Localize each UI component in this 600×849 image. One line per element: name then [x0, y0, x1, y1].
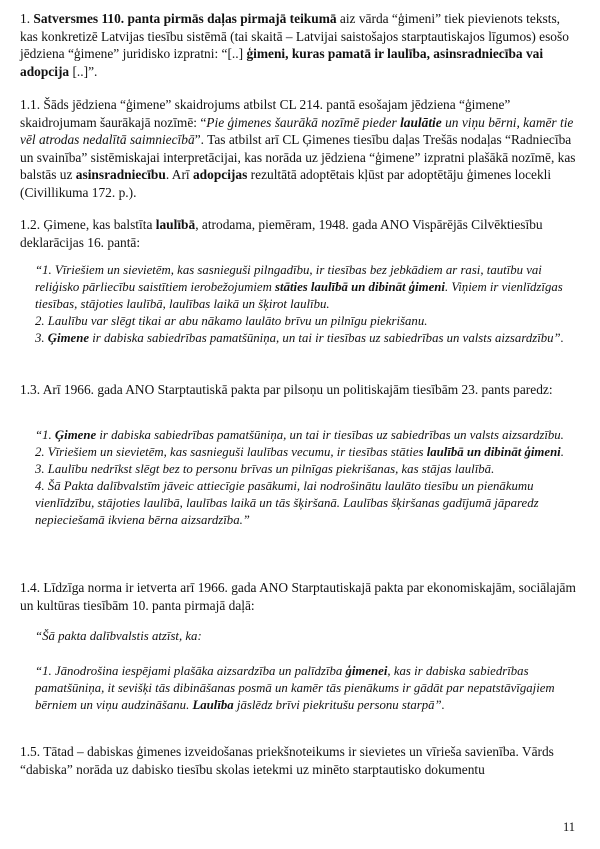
quote-line: “Šā pakta dalībvalstis atzīst, ka: [35, 629, 202, 643]
text-span: ”. Tas atbilst arī CL Ģimenes tiesību daļas Trešās nodaļas “Radniecība un svainība” sistēmiskajai interpretācijai, kas norāda uz jēdziena “ģimene” izpratni plašākā nozīmē, kas balstās uz [20, 132, 576, 182]
intro-paragraph [20, 10, 580, 80]
text-span: , kas ir dabiska sabiedrības pamatšūniņa, it sevišķi tās dibināšanas posmā un kamēr tās pienākums ir gādāt par nepatstāvīgajiem bērniem un viņu audzināšanu. [35, 664, 555, 712]
text-span: . [560, 445, 564, 459]
text-span: “1. Jānodrošina iespējami plašāka aizsardzība un palīdzība [35, 664, 346, 678]
page-number: 11 [562, 820, 575, 834]
bold-text: adopcijas [192, 167, 248, 182]
text-span: 1.5. Tātad – dabiskas ģimenes izveidošanas priekšnoteikums ir sievietes un vīrieša savienība. Vārds “dabiska” norāda uz dabisko tiesību skolas ietekmi uz minēto starptautisko dokumentu [20, 744, 554, 777]
quote-udhr-article-16 [35, 262, 580, 347]
text-span: ir dabiska sabiedrības pamatšūniņa, un tai ir tiesības uz sabiedrības un valsts aizsardzību”. [89, 331, 564, 345]
quote-line [35, 663, 580, 714]
text-span: . Arī [165, 167, 193, 182]
text-span: 2. Vīriešiem un sievietēm, kas sasnieguši laulības vecumu, ir tiesības stāties [35, 445, 427, 459]
bold-text: asinsradniecību [75, 167, 166, 182]
bold-text: laulībā [155, 217, 196, 232]
quote-line [35, 330, 580, 347]
text-span: 1.2. Ģimene, kas balstīta [20, 217, 156, 232]
text-span: , atrodama, piemēram, 1948. gada ANO Vispārējās Cilvēktiesību deklarācijas 16. pantā: [20, 217, 543, 250]
quote-line [35, 427, 580, 444]
text-span: “1. Vīriešiem un sievietēm, kas sasnieguši pilngadību, ir tiesības bez jebkādiem ar rasi, tautību vai reliģisko pārliecību saistītiem ierobežojumiem [35, 263, 542, 294]
bold-italic-text: laulātie [400, 114, 442, 130]
text-span: 3. [35, 331, 48, 345]
paragraph-1-5 [20, 743, 580, 778]
bold-text: Laulība [192, 698, 234, 712]
paragraph-1-3 [20, 381, 580, 399]
bold-text: ģimenei [345, 664, 388, 678]
text-span: 1.4. Līdzīga norma ir ietverta arī 1966. gada ANO Starptautiskajā pakta par ekonomiskajām, sociālajām un kultūras tiesībām 10. panta pirmajā daļā: [20, 580, 576, 613]
text-span: aiz vārda “ģimeni” tiek pievienots teksts, kas konkretizē Latvijas tiesību sistēmā (tai skaitā – Latvijai saistošajos starptautiskajos līgumos) esošo jēdziena “ģimene” juridisko izpratni: “[..] [20, 11, 569, 61]
bold-text: ģimeni, kuras pamatā ir laulība, asinsradniecība vai adopcija [20, 46, 544, 79]
text-span: ir dabiska sabiedrības pamatšūniņa, un tai ir tiesības uz sabiedrības un valsts aizsardzību. [96, 428, 564, 442]
italic-text: un viņu bērni, kamēr tie vēl atrodas nedalītā saimniecībā [20, 114, 574, 147]
text-span: 1.1. Šāds jēdziena “ģimene” skaidrojums atbilst CL 214. pantā esošajam jēdziena “ģimene” skaidrojumam šaurākajā nozīmē: “ [20, 97, 511, 130]
quote-icescr-article-10 [35, 663, 580, 714]
text-span: rezultātā adoptētais kļūst par adoptētāju ģimenes locekli (Civillikuma 172. p.). [20, 167, 552, 200]
quote-iccpr-article-23 [35, 427, 580, 529]
quote-icescr-intro [35, 628, 580, 645]
text-span: [..]”. [69, 63, 98, 79]
quote-line: 2. Laulību var slēgt tikai ar abu nākamo laulāto brīvu un pilnīgu piekrišanu. [35, 314, 428, 328]
bold-text: stāties laulībā un dibināt ģimeni [275, 280, 445, 294]
quote-line [35, 262, 580, 313]
text-span: “1. [35, 428, 55, 442]
quote-line: 4. Šā Pakta dalībvalstīm jāveic attiecīgie pasākumi, lai nodrošinātu laulāto tiesību un pienākumu vienlīdzību, stājoties laulībā, laulības laikā un tās šķiršanā. Laulības šķiršanas gadījumā jāparedz nepieciešamā ikviena bērna aizsardzība.” [35, 479, 539, 527]
text-span: 1.3. Arī 1966. gada ANO Starptautiskā pakta par pilsoņu un politiskajām tiesībām 23. pants paredz: [20, 382, 553, 397]
bold-text: Ģimene [54, 428, 97, 442]
quote-line [35, 444, 580, 461]
text-span: . Viņiem ir vienlīdzīgas tiesības, stājoties laulībā, laulības laikā un šķirot laulību. [35, 280, 563, 311]
bold-text: Satversmes 110. panta pirmās daļas pirmajā teikumā [33, 11, 337, 26]
bold-text: laulībā un dibināt ģimeni [426, 445, 561, 459]
paragraph-1-1 [20, 96, 580, 201]
paragraph-1-2 [20, 216, 580, 251]
quote-line: 3. Laulību nedrīkst slēgt bez to personu brīvas un pilnīgas piekrišanas, kas stājas laulībā. [35, 462, 495, 476]
bold-text: Ģimene [47, 331, 90, 345]
text-span: 1. [20, 11, 34, 26]
paragraph-1-4 [20, 579, 580, 614]
italic-text: Pie ģimenes šaurākā nozīmē pieder [206, 114, 401, 130]
text-span: jāslēdz brīvi piekritušu personu starpā”. [233, 698, 445, 712]
